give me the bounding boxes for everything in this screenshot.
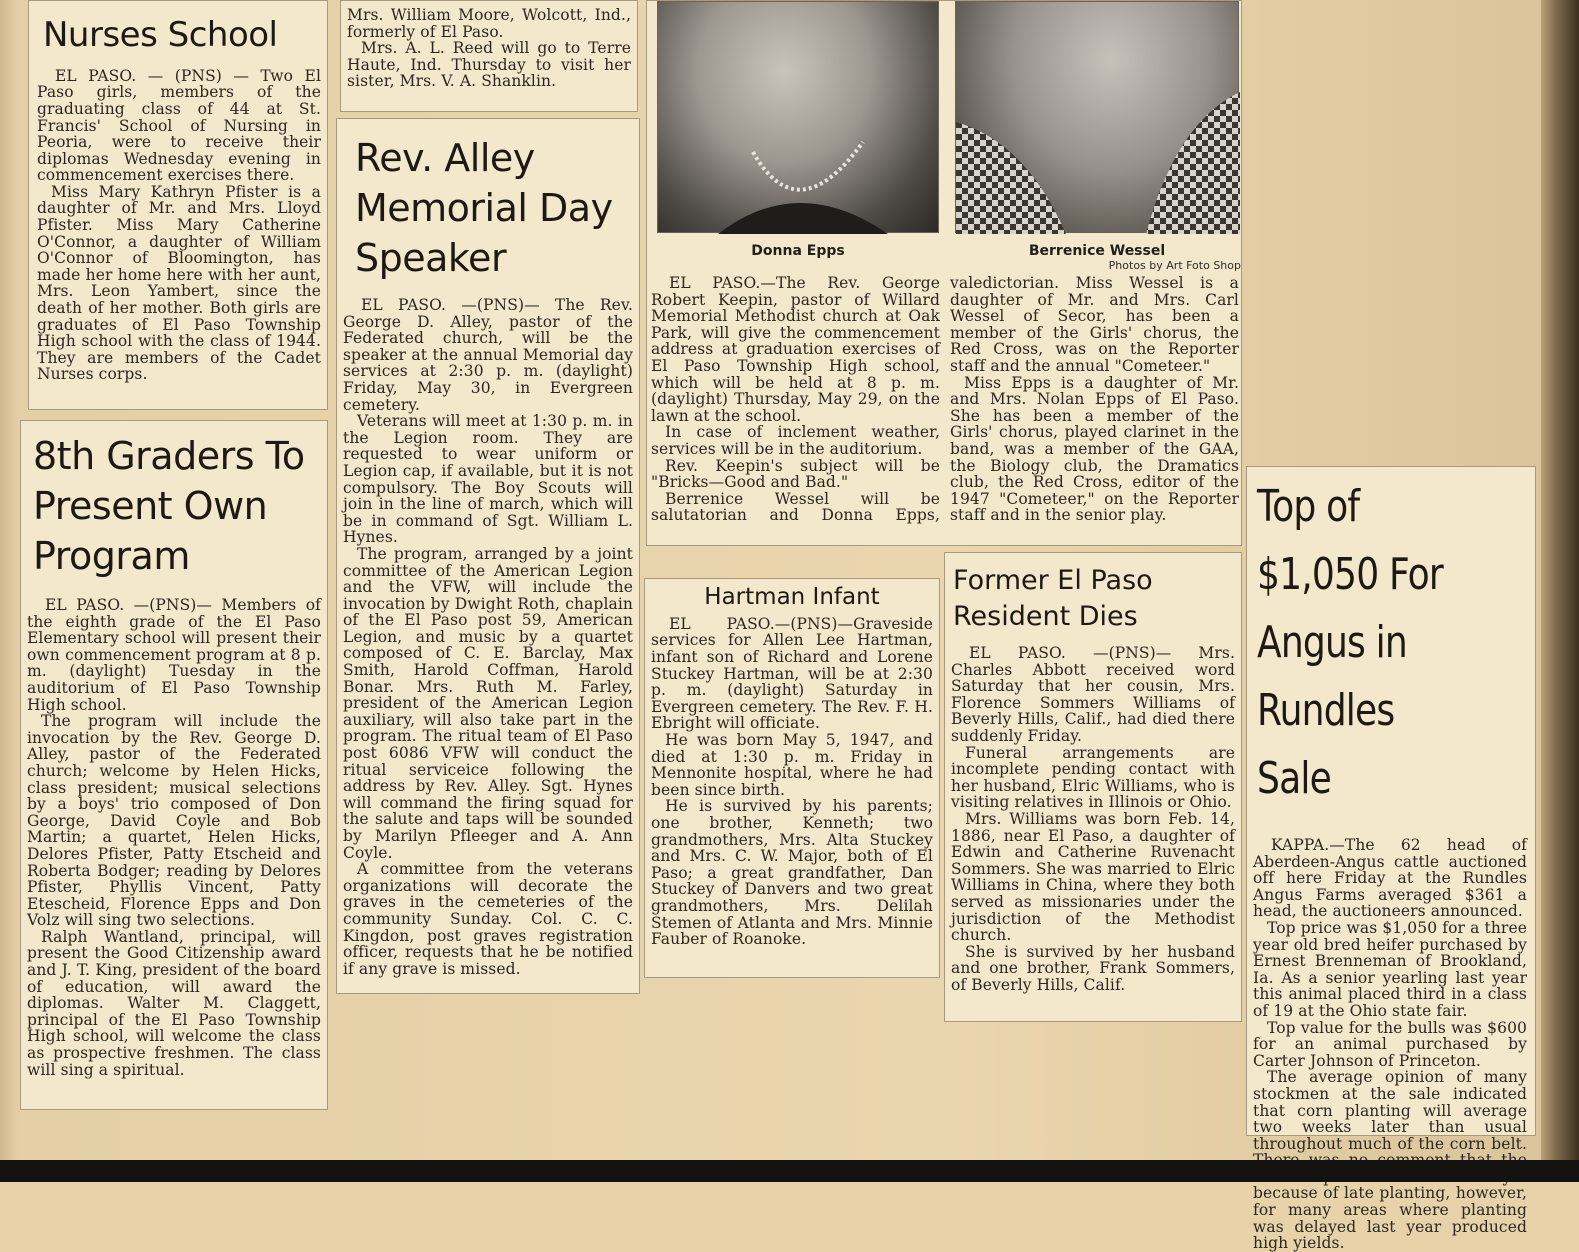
article-paragraph: EL PASO.—The Rev. George Robert Keepin, pastor of Willard Memorial Methodist church at Oak Park, will give the commencement address at graduation exercises of El Paso Township High school, which will be held at 8 p. m. (daylight) Thursday, May 29, on the lawn at the school. <box>651 274 940 425</box>
donna-epps-photo <box>657 1 939 233</box>
nurses-school-body <box>37 68 321 383</box>
article-paragraph: The program, arranged by a joint committee of the American Legion and the VFW, will include the invocation by Dwight Roth, chaplain of the El Paso post 59, American Legion, and music by a quartet composed of C. E. Barclay, Max Smith, Harold Coffman, Harold Bonar. Mrs. Ruth M. Farley, president of the American Legion auxiliary, will also take part in the program. The ritual team of El Paso post 6086 VFW will conduct the ritual serviceice following the address by Rev. Alley. Sgt. Hynes will command the firing squad for the salute and taps will be sounded by Marilyn Pfleeger and A. Ann Coyle. <box>343 544 633 862</box>
article-paragraph: EL PASO. — (PNS) — Two El Paso girls, members of the graduating class of 44 at St. Francis' School of Nursing in Peoria, were to receive their diplomas Wednesday evening in commencement exercises there. <box>37 66 321 185</box>
article-paragraph: Top value for the bulls was $600 for an animal purchased by Carter Johnson of Princeton. <box>1253 1018 1527 1070</box>
graduates-clipping <box>646 0 1242 546</box>
article-paragraph: EL PASO. —(PNS)— The Rev. George D. Alley, pastor of the Federated church, will be the speaker at the annual Memorial day services at 2:30 p. m. (daylight) Friday, May 30, in Evergreen cemetery. <box>343 296 633 414</box>
graduates-body <box>651 275 1239 543</box>
article-paragraph: Berrenice Wessel will be salutatorian and Donna Epps, valedictorian. Miss Wessel is a daughter of Mr. and Mrs. Carl Wessel of Secor, has been a member of the Girls' chorus, the Red Cross, was on the Reporter staff and the annual "Cometeer." <box>651 274 1239 525</box>
article-paragraph: Funeral arrangements are incomplete pending contact with her husband, Elric Williams, who is visiting relatives in Illinois or Ohio. <box>951 743 1235 812</box>
eighth-graders-clipping <box>20 420 328 1110</box>
angus-sale-headline: Top of $1,050 For Angus in Rundles Sale <box>1257 481 1443 804</box>
article-paragraph: Ralph Wantland, principal, will present the Good Citizenship award and J. T. King, president of the board of education, will award the diplomas. Walter M. Claggett, principal of the El Paso Township High school, will welcome the class as prospective freshmen. The class will sing a spiritual. <box>27 927 321 1079</box>
article-paragraph: Miss Mary Kathryn Pfister is a daughter of Mr. and Mrs. Lloyd Pfister. Miss Mary Catherine O'Connor, a daughter of William O'Connor of Bloomington, has made her home here with her aunt, Mrs. Leon Yambert, since the death of her mother. Both girls are graduates of El Paso Township High school with the class of 1944. They are members of the Cadet Nurses corps. <box>37 182 321 384</box>
angus-sale-body <box>1253 837 1527 1252</box>
former-resident-headline: Former El Paso Resident Dies <box>953 565 1153 632</box>
article-paragraph: He was born May 5, 1947, and died at 1:30 p. m. Friday in Mennonite hospital, where he had been since birth. <box>651 730 933 799</box>
portrait-icon <box>956 2 1240 234</box>
article-paragraph: Top price was $1,050 for a three year old bred heifer purchased by Ernest Brenneman of Brookland, Ia. As a senior yearling last year this animal placed third in a class of 19 at the Ohio state fair. <box>1253 918 1527 1020</box>
article-paragraph: Mrs. Williams was born Feb. 14, 1886, near El Paso, a daughter of Edwin and Catherine Ruvenacht Sommers. She was married to Elric Williams in China, where they both served as missionaries under the jurisdiction of the Methodist church. <box>951 809 1235 945</box>
rev-alley-clipping <box>336 118 640 994</box>
former-resident-clipping <box>944 552 1242 1022</box>
portrait-icon <box>658 2 940 234</box>
hartman-infant-headline: Hartman Infant <box>704 584 880 610</box>
article-paragraph: Mrs. William Moore, Wolcott, Ind., formerly of El Paso. <box>347 6 631 41</box>
page-bottom-edge <box>0 1160 1579 1182</box>
article-paragraph: Miss Epps is a daughter of Mr. and Mrs. Nolan Epps of El Paso. She has been a member of the Girls' chorus, played clarinet in the band, was a member of the GAA, the Biology club, the Dramatics club, the Red Cross, editor of the 1947 "Cometeer," on the Reporter staff and in the senior play. <box>950 373 1239 525</box>
berrenice-wessel-photo <box>955 1 1239 233</box>
article-paragraph: He is survived by his parents; one brother, Kenneth; two grandmothers, Mrs. Alta Stuckey and Mrs. C. W. Major, both of El Paso; a great grandfather, Dan Stuckey of Danvers and two great grandmothers, Mrs. Delilah Stemen of Atlanta and Mrs. Minnie Fauber of Roanoke. <box>651 797 933 949</box>
article-paragraph: Veterans will meet at 1:30 p. m. in the Legion room. They are requested to wear uniform or Legion cap, if available, but it is not compulsory. The Boy Scouts will join in the line of march, which will be in command of Sgt. William L. Hynes. <box>343 412 633 547</box>
nurses-school-clipping <box>28 0 328 410</box>
angus-sale-clipping <box>1246 466 1536 1252</box>
article-paragraph: The program will include the invocation by the Rev. George D. Alley, pastor of the Federated church; welcome by Helen Hicks, class president; musical selections by a boys' trio composed of Don George, David Coyle and Bob Martin; a quartet, Helen Hicks, Delores Pfister, Patty Etscheid and Roberta Bodger; reading by Delores Pfister, Phyllis Vincent, Patty Etescheid, Florence Epps and Don Volz will sing two selections. <box>27 712 321 930</box>
article-paragraph: In case of inclement weather, services will be in the auditorium. <box>651 423 940 458</box>
donna-epps-caption: Donna Epps <box>751 243 845 259</box>
scrapbook-binding <box>1541 0 1579 1182</box>
social-notes-clipping <box>340 0 638 112</box>
eighth-graders-headline: 8th Graders To Present Own Program <box>33 434 305 578</box>
article-paragraph: EL PASO. —(PNS)— Members of the eighth grade of the El Paso Elementary school will present their own commencement program at 8 p. m. (daylight) Tuesday in the auditorium of El Paso Township High school. <box>27 596 321 714</box>
rev-alley-headline: Rev. Alley Memorial Day Speaker <box>355 136 613 280</box>
article-paragraph: The average opinion of many stockmen at the sale indicated that corn planting will average two weeks later than usual throughout much of the corn belt. because of late planting, however, for many areas where planting was delayed last year produced high yields. <box>1253 1068 1527 1252</box>
social-notes-body <box>347 7 631 90</box>
article-paragraph: EL PASO.—(PNS)—Graveside services for Allen Lee Hartman, infant son of Richard and Lorene Stuckey Hartman, will be at 2:30 p. m. (daylight) Saturday in Evergreen cemetery. The Rev. F. H. Ebright will officiate. <box>651 614 933 733</box>
berrenice-wessel-caption: Berrenice Wessel <box>1028 243 1166 259</box>
article-paragraph: A committee from the veterans organizations will decorate the graves in the cemeteries of the community Sunday. Col. C. C. Kingdon, post graves registration officer, requests that he be notified if any grave is missed. <box>343 860 633 978</box>
article-paragraph: Rev. Keepin's subject will be "Bricks—Good and Bad." <box>651 456 940 492</box>
article-paragraph: KAPPA.—The 62 head of Aberdeen-Angus cattle auctioned off here Friday at the Rundles Angus Farms averaged $361 a head, the auctioneers announced. <box>1253 836 1527 921</box>
photo-credit: Photos by Art Foto Shop <box>1108 259 1241 272</box>
article-paragraph: Mrs. A. L. Reed will go to Terre Haute, Ind. Thursday to visit her sister, Mrs. V. A. Shanklin. <box>347 39 631 91</box>
eighth-graders-body <box>27 597 321 1078</box>
former-resident-body <box>951 645 1235 993</box>
nurses-school-headline: Nurses School <box>43 15 278 55</box>
rev-alley-body <box>343 297 633 977</box>
article-paragraph: EL PASO. —(PNS)— Mrs. Charles Abbott received word Saturday that her cousin, Mrs. Florence Sommers Williams of Beverly Hills, Calif., had died there suddenly Friday. <box>951 644 1235 745</box>
hartman-infant-body <box>651 616 933 948</box>
article-paragraph: She is survived by her husband and one brother, Frank Sommers, of Beverly Hills, Calif. <box>951 942 1235 994</box>
hartman-infant-clipping <box>644 578 940 978</box>
